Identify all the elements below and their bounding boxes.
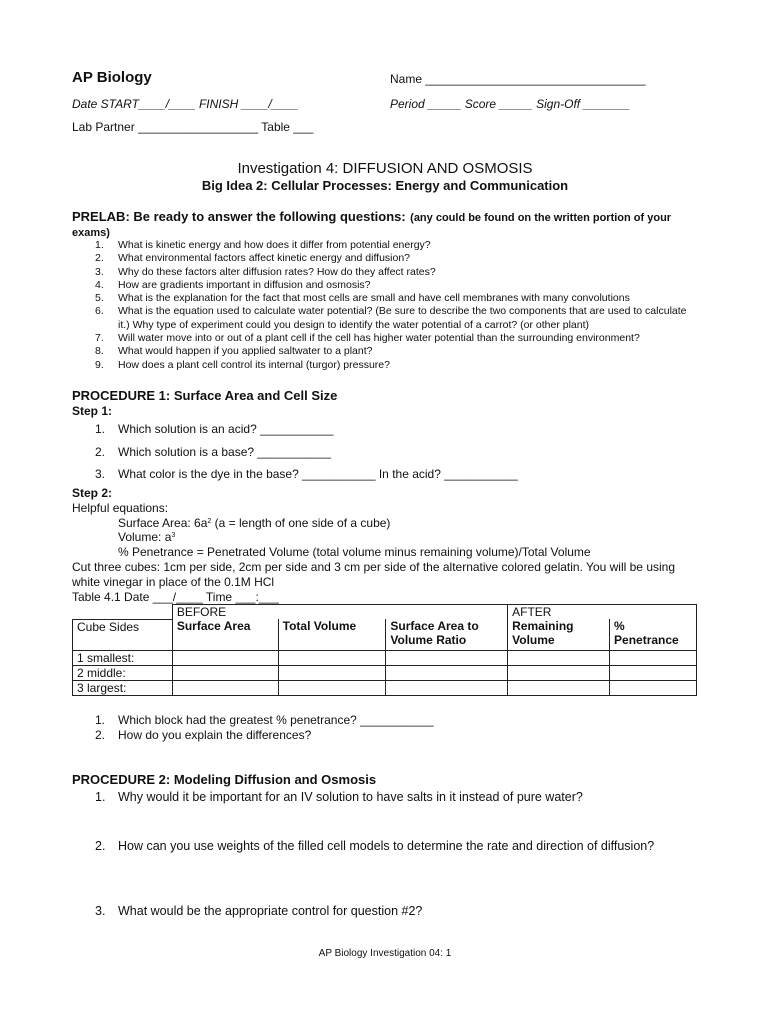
row-label: 3 largest: <box>73 680 173 695</box>
procedure2-question-1 <box>72 790 692 805</box>
table-cell[interactable] <box>386 650 508 665</box>
prelab-heading-text: PRELAB: Be ready to answer the following questions: <box>72 209 406 224</box>
cube-instructions: Cut three cubes: 1cm per side, 2cm per side and 3 cm per side of the alternative colored gelatin. You will be using white vinegar in place of the 0.1M HCl <box>72 560 676 589</box>
table-cell[interactable] <box>508 650 610 665</box>
row-label: 2 middle: <box>73 665 173 680</box>
list-item: 3. Why do these factors alter diffusion rates? How do they affect rates? <box>95 265 436 278</box>
row-label: 1 smallest: <box>73 650 173 665</box>
prelab-heading <box>72 210 692 240</box>
table-cell[interactable] <box>508 680 610 695</box>
table-cell[interactable] <box>278 665 386 680</box>
list-item: 7. Will water move into or out of a plant cell if the cell has higher water potential than the surrounding environment? <box>95 332 640 345</box>
page-title: Investigation 4: DIFFUSION AND OSMOSIS <box>237 160 533 177</box>
page-footer: AP Biology Investigation 04: 1 <box>318 948 452 959</box>
col-penetrance: % Penetrance <box>610 619 697 650</box>
table-cell[interactable] <box>386 665 508 680</box>
list-item: 3. What color is the dye in the base? ___________ In the acid? ___________ <box>95 467 518 481</box>
table-cell[interactable] <box>172 680 278 695</box>
col-cube-sides: Cube Sides <box>73 619 173 650</box>
list-item: 2. How can you use weights of the filled cell models to determine the rate and direction of diffusion? <box>95 839 655 853</box>
list-item: 8. What would happen if you applied saltwater to a plant? <box>95 345 373 358</box>
procedure2-question-2 <box>72 839 692 854</box>
col-total-volume: Total Volume <box>278 619 386 650</box>
page-subtitle: Big Idea 2: Cellular Processes: Energy and Communication <box>201 178 569 193</box>
list-item: 1. What is kinetic energy and how does it differ from potential energy? <box>95 239 431 251</box>
procedure2-title: PROCEDURE 2: Modeling Diffusion and Osmosis <box>72 772 377 787</box>
table-cell[interactable] <box>172 665 278 680</box>
penetrance-formula: % Penetrance = Penetrated Volume (total volume minus remaining volume)/Total Volume <box>118 545 591 559</box>
list-item: 1. Why would it be important for an IV solution to have salts in it instead of pure water? <box>95 790 583 804</box>
table-row <box>73 665 697 680</box>
name-field[interactable]: Name _________________________________ <box>390 72 646 86</box>
date-field[interactable]: Date START____/____ FINISH ____/____ <box>72 97 299 111</box>
table-cell[interactable] <box>386 680 508 695</box>
table-caption: Table 4.1 Date ___/____ Time ___:___ <box>72 590 279 604</box>
table-cell[interactable] <box>278 650 386 665</box>
prelab-question-list <box>72 239 692 372</box>
procedure2-question-3 <box>72 904 692 919</box>
surface-area-formula: Surface Area: $6a^2$ (a = length of one side of a cube) <box>118 516 391 530</box>
list-item: 2. Which solution is a base? ___________ <box>95 444 331 459</box>
before-header: BEFORE <box>172 605 507 620</box>
table-cell[interactable] <box>508 665 610 680</box>
volume-formula: Volume: $a^3$ <box>118 530 176 544</box>
table-group-row <box>73 605 697 620</box>
procedure1-title: PROCEDURE 1: Surface Area and Cell Size <box>72 388 338 403</box>
table-cell[interactable] <box>278 680 386 695</box>
list-item: 2. What environmental factors affect kinetic energy and diffusion? <box>95 252 411 265</box>
list-item: 3. What would be the appropriate control for question #2? <box>95 904 423 918</box>
col-ratio: Surface Area to Volume Ratio <box>386 619 508 650</box>
col-remaining-volume: Remaining Volume <box>508 619 610 650</box>
list-item: 9. How does a plant cell control its internal (turgor) pressure? <box>95 358 390 371</box>
list-item: 2. How do you explain the differences? <box>95 728 312 742</box>
list-item: 6. What is the equation used to calculate water potential? (Be sure to describe the two components that are used to calculate it.) Why type of experiment could you design to identify the water potential of a carrot? (or other plant) <box>95 305 687 331</box>
table-question-list <box>72 713 672 743</box>
table-cell[interactable] <box>610 680 697 695</box>
table-header-row <box>73 619 697 650</box>
list-item: 4. How are gradients important in diffusion and osmosis? <box>95 278 371 291</box>
table-row <box>73 680 697 695</box>
list-item: 5. What is the explanation for the fact that most cells are small and have cell membranes with many convolutions <box>95 292 630 305</box>
list-item: 1. Which block had the greatest % penetrance? ___________ <box>95 713 434 727</box>
period-score-signoff-field[interactable]: Period _____ Score _____ Sign-Off _______ <box>390 97 631 111</box>
lab-partner-field[interactable]: Lab Partner __________________ Table ___ <box>72 120 314 134</box>
table-cell[interactable] <box>610 650 697 665</box>
data-table <box>72 604 697 696</box>
step1-label: Step 1: <box>72 404 113 418</box>
col-surface-area: Surface Area <box>172 619 278 650</box>
table-cell[interactable] <box>610 665 697 680</box>
helpful-equations-label: Helpful equations: <box>72 501 169 515</box>
table-row <box>73 650 697 665</box>
prelab-note: (any could be found on the written portion of your exams) <box>72 212 672 239</box>
after-header: AFTER <box>508 605 697 620</box>
list-item: 1. Which solution is an acid? ___________ <box>95 422 334 436</box>
step2-label: Step 2: <box>72 486 113 500</box>
step1-question-list <box>72 418 672 486</box>
table-cell[interactable] <box>172 650 278 665</box>
course-title: AP Biology <box>72 69 152 86</box>
